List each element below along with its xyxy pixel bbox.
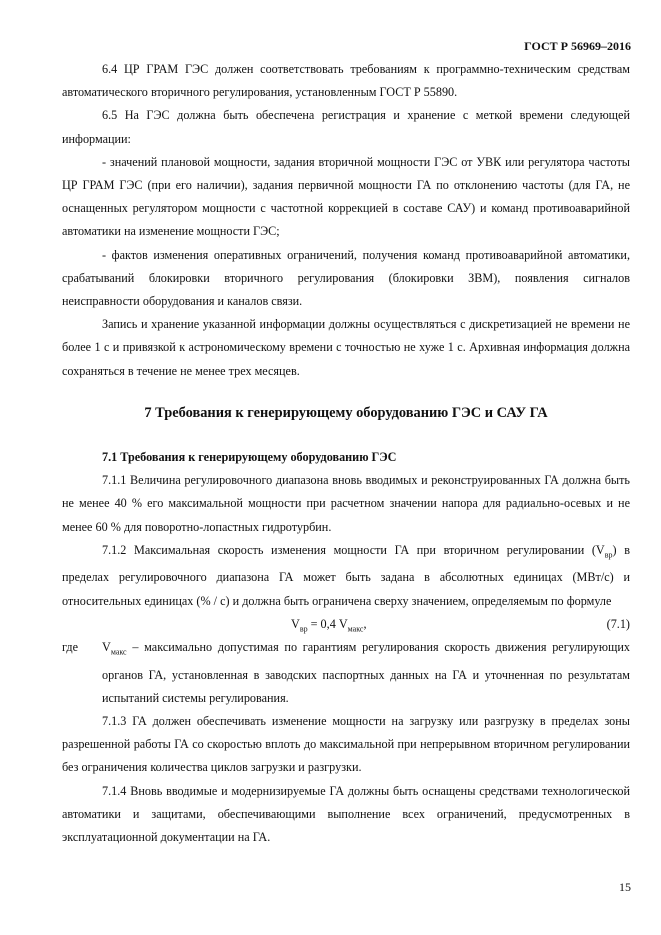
formula-sub-max: макс: [347, 624, 364, 634]
paragraph-7-1-1: 7.1.1 Величина регулировочного диапазона вновь вводимых и реконструированных ГА должна быть не менее 40 % его максимальной мощности при расчетном значении напора для радиально-осевых и не менее 60 % для поворотно-лопастных гидротурбин.: [62, 473, 630, 534]
p712-text-a: 7.1.2 Максимальная скорость изменения мощности ГА при вторичном регулировании (V: [102, 542, 605, 557]
formula-number: (7.1): [606, 616, 630, 631]
p712-text-b: ) в пределах регулировочного диапазона ГА может быть задана в абсолютных единицах (МВт/с) и относительных единицах (% / с) и должна быть ограничена сверху значением, определяемым по формуле: [62, 542, 630, 608]
where-symbol-sub: макс: [110, 647, 127, 657]
top-text-block: [62, 58, 630, 383]
formula-7-1: [62, 613, 630, 636]
list-item-facts: - фактов изменения оперативных ограничений, получения команд противоаварийной автоматики, срабатываний блокировки вторичного регулирования (блокировки ЗВМ), появления сигналов неисправности оборудования и каналов связи.: [62, 247, 630, 309]
where-explanation: [62, 636, 630, 710]
p712-subscript: вр: [604, 550, 613, 560]
formula-comma: ,: [363, 616, 367, 631]
paragraph-6-4: 6.4 ЦР ГРАМ ГЭС должен соответствовать требованиям к программно-техническим средствам автоматического вторичного регулирования, установленным ГОСТ Р 55890.: [62, 62, 630, 100]
list-item-values: - значений плановой мощности, задания вторичной мощности ГЭС от УВК или регулятора частоты ЦР ГРАМ ГЭС (при его наличии), задания первичной мощности ГА по отклонению частоты (для ГА, не оснащенных регулятором мощности с частотной коррекцией в составе САУ) и команд противоаварийной автоматики на изменение мощности ГЭС;: [62, 154, 630, 239]
section-7-title: 7 Требования к генерирующему оборудованию ГЭС и САУ ГА: [144, 405, 548, 421]
page-number: 15: [619, 880, 631, 894]
subsection-7-1-title: 7.1 Требования к генерирующему оборудованию ГЭС: [102, 450, 397, 464]
formula-v: V: [291, 616, 300, 631]
paragraph-7-1-3: 7.1.3 ГА должен обеспечивать изменение мощности на загрузку или разгрузку в пределах зоны разрешенной работы ГА со скоростью вплоть до максимальной при непрерывном вторичном регулировании без ограничения количества циклов загрузки и разгрузки.: [62, 713, 630, 775]
where-symbol: V: [102, 639, 111, 654]
where-text: – максимально допустимая по гарантиям регулирования скорость движения регулирующих органов ГА, установленная в заводских паспортных данных на ГА и уточненная по результатам испытаний системы регулирования.: [102, 639, 630, 705]
paragraph-6-5: 6.5 На ГЭС должна быть обеспечена регистрация и хранение с меткой времени следующей информации:: [62, 108, 630, 146]
document-id-header: ГОСТ Р 56969–2016: [524, 39, 631, 53]
paragraph-recording: Запись и хранение указанной информации должны осуществляться с дискретизацией не времени не более 1 с и привязкой к астрономическому времени с точностью не хуже 1 с. Архивная информация должна сохраняться в течение не менее трех месяцев.: [62, 317, 630, 378]
paragraph-7-1-4: 7.1.4 Вновь вводимые и модернизируемые ГА должны быть оснащены средствами технологической автоматики и защитами, обеспечивающими выполнение всех ограничений, предусмотренных в эксплуатационной документации на ГА.: [62, 783, 630, 844]
paragraph-7-1-2: [62, 539, 630, 613]
formula-sub-vr: вр: [299, 624, 308, 634]
where-label: где: [62, 639, 79, 654]
formula-rhs: = 0,4 V: [307, 616, 348, 631]
section-7-body: [62, 446, 630, 849]
